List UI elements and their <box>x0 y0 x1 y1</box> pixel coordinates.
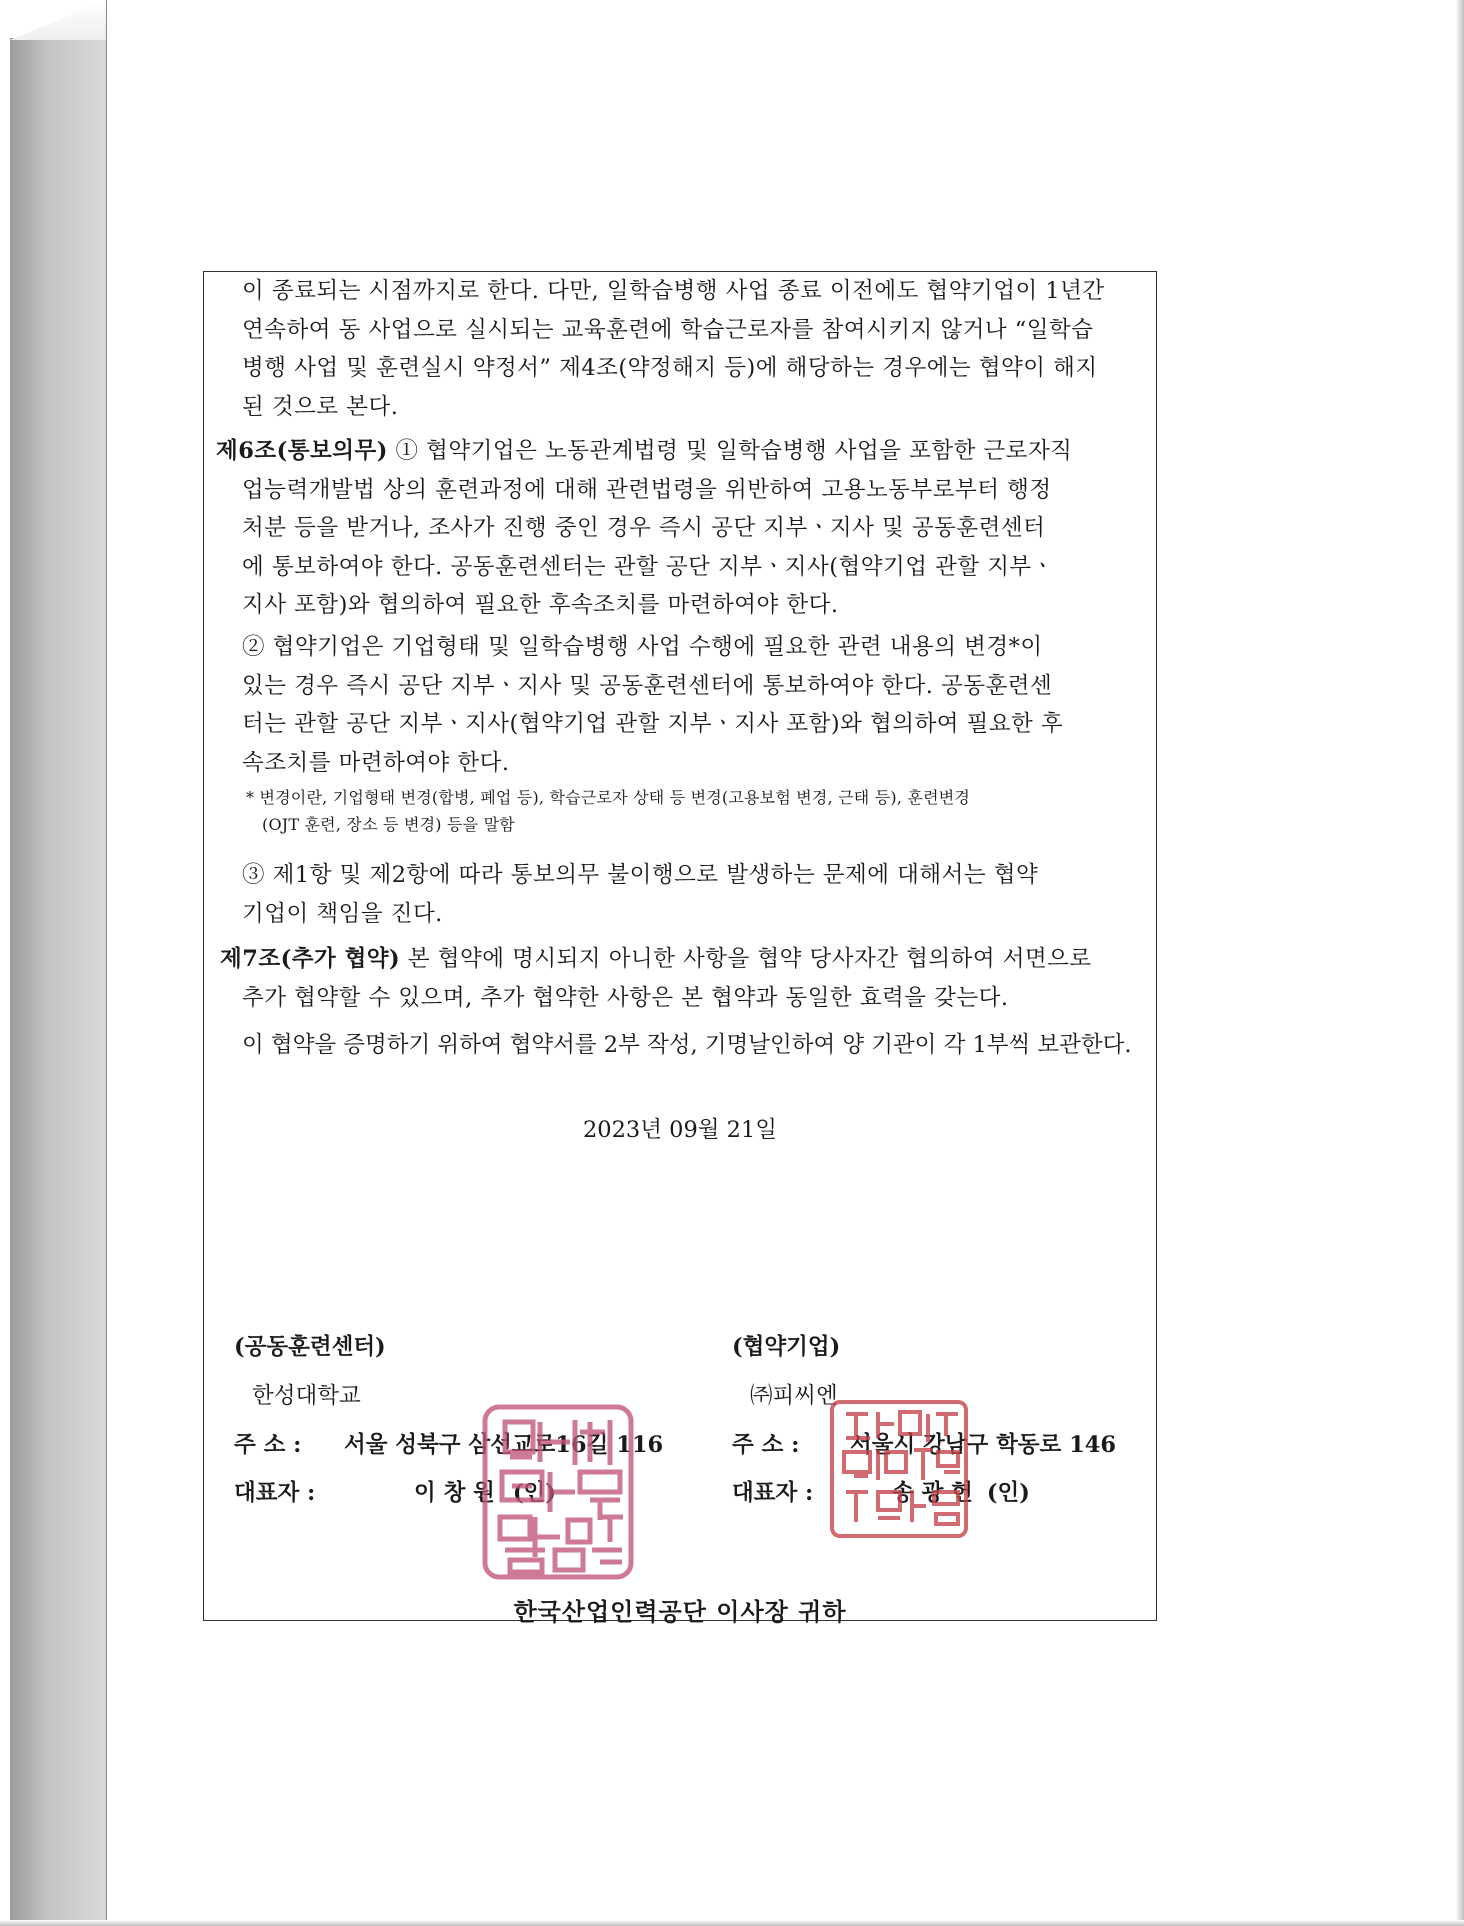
rep-key: 대표자 : <box>234 1480 316 1506</box>
page-right-shadow <box>1456 0 1464 1926</box>
article6-paragraph1 <box>204 432 1156 625</box>
text-line: 에 통보하여야 한다. 공동훈련센터는 관할 공단 지부ㆍ지사(협약기업 관할 지부ㆍ <box>242 553 1054 580</box>
rep-key: 대표자 : <box>732 1480 814 1506</box>
left-party-name: 한성대학교 <box>252 1383 361 1409</box>
agreement-document <box>203 271 1157 1626</box>
article7-title: 제7조(추가 협약) <box>220 946 401 972</box>
text-line: ① 협약기업은 노동관계법령 및 일학습병행 사업을 포함한 근로자직 <box>387 438 1073 464</box>
right-party-rep: 송 광 헌 <box>892 1480 973 1506</box>
text-line: 본 협약에 명시되지 아니한 사항을 협약 당사자간 협의하여 서면으로 <box>400 946 1092 972</box>
article5-continuation <box>204 272 1156 426</box>
left-party-rep: 이 창 원 <box>414 1480 495 1506</box>
text-line: 이 종료되는 시점까지로 한다. 다만, 일학습병행 사업 종료 이전에도 협약기업이 1년간 <box>242 278 1105 304</box>
text-line: * 변경이란, 기업형태 변경(합병, 폐업 등), 학습근로자 상태 등 변경(고용보험 변경, 근태 등), 훈련변경 <box>246 788 971 807</box>
addressee: 한국산업인력공단 이사장 귀하 <box>513 1597 847 1626</box>
text-line: 연속하여 동 사업으로 실시되는 교육훈련에 학습근로자를 참여시키지 않거나 “일학습 <box>242 316 1094 343</box>
closing-statement: 이 협약을 증명하기 위하여 협약서를 2부 작성, 기명날인하여 양 기관이 각 1부씩 보관한다. <box>242 1032 1132 1058</box>
text-line: 속조치를 마련하여야 한다. <box>242 749 510 776</box>
article6-footnote <box>204 784 1156 838</box>
article7 <box>204 940 1156 1017</box>
seal-mark: (인) <box>986 1480 1030 1506</box>
document-side-edge <box>10 38 106 1922</box>
text-line: 있는 경우 즉시 공단 지부ㆍ지사 및 공동훈련센터에 통보하여야 한다. 공동훈련센 <box>242 672 1053 699</box>
article6-paragraph2 <box>204 628 1156 782</box>
text-line: ③ 제1항 및 제2항에 따라 통보의무 불이행으로 발생하는 문제에 대해서는 협약 <box>242 862 1039 888</box>
text-line: 기업이 책임을 진다. <box>242 900 443 927</box>
text-line: (OJT 훈련, 장소 등 변경) 등을 말함 <box>262 815 515 834</box>
address-key: 주 소 : <box>234 1432 302 1458</box>
agreement-date: 2023년 09월 21일 <box>582 1117 778 1143</box>
text-line: 지사 포함)와 협의하여 필요한 후속조치를 마련하여야 한다. <box>242 592 839 618</box>
text-line: 터는 관할 공단 지부ㆍ지사(협약기업 관할 지부ㆍ지사 포함)와 협의하여 필요한 후 <box>242 711 1064 737</box>
right-party-address: 서울시 강남구 학동로 146 <box>850 1432 1117 1458</box>
text-line <box>204 940 1156 979</box>
page-bottom-shadow <box>0 1920 1464 1926</box>
text-line: 처분 등을 받거나, 조사가 진행 중인 경우 즉시 공단 지부ㆍ지사 및 공동훈련센터 <box>242 515 1046 541</box>
article6-paragraph3 <box>204 856 1156 933</box>
text-line: ② 협약기업은 기업형태 및 일학습병행 사업 수행에 필요한 관련 내용의 변경*이 <box>242 634 1043 660</box>
text-line: 추가 협약할 수 있으며, 추가 협약한 사항은 본 협약과 동일한 효력을 갖는다. <box>242 984 1009 1011</box>
right-party-label: (협약기업) <box>732 1334 841 1360</box>
text-line: 업능력개발법 상의 훈련과정에 대해 관련법령을 위반하여 고용노동부로부터 행정 <box>242 476 1052 503</box>
university-seal-stamp <box>480 1402 636 1582</box>
right-party-name: ㈜피씨엔 <box>750 1383 838 1409</box>
left-party-label: (공동훈련센터) <box>234 1334 386 1360</box>
text-line: 병행 사업 및 훈련실시 약정서” 제4조(약정해지 등)에 해당하는 경우에는 협약이 해지 <box>242 355 1098 381</box>
text-line: 된 것으로 본다. <box>242 393 399 420</box>
article6-title: 제6조(통보의무) <box>216 438 388 464</box>
address-key: 주 소 : <box>732 1432 800 1458</box>
seal-mark: (인) <box>512 1480 556 1506</box>
company-seal-stamp <box>828 1398 970 1540</box>
text-line <box>204 432 1156 471</box>
left-party-address: 서울 성북구 삼선교로16길 116 <box>344 1432 664 1458</box>
